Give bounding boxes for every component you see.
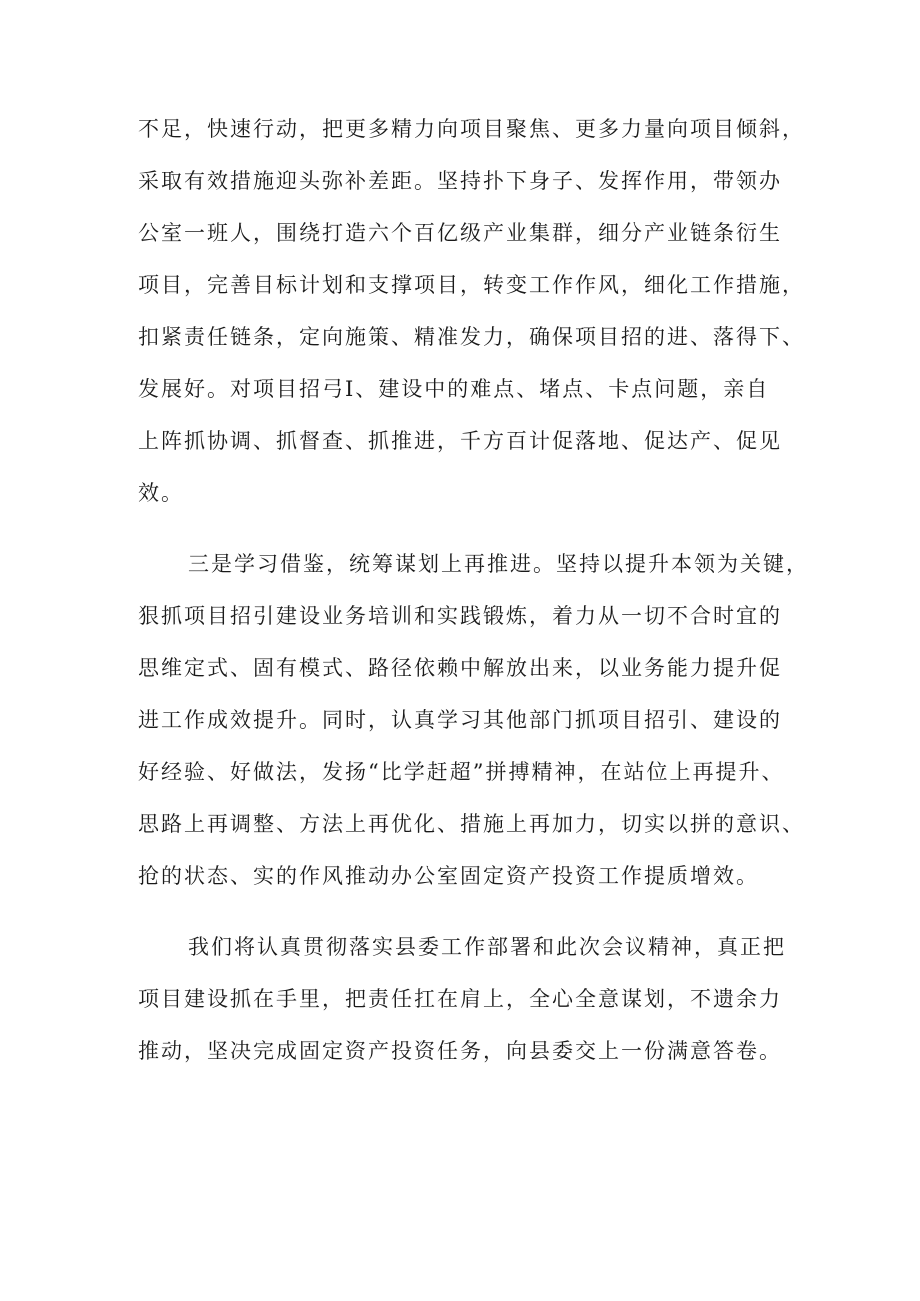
text-line: 项目，完善目标计划和支撑项目，转变工作作风，细化工作措施， [138, 273, 805, 297]
text-line: 思路上再调整、方法上再优化、措施上再加力，切实以拼的意识、 [138, 812, 805, 836]
text-line: 不足，快速行动，把更多精力向项目聚焦、更多力量向项目倾斜， [138, 117, 805, 141]
text-line: 采取有效措施迎头弥补差距。坚持扑下身子、发挥作用，带领办 [138, 169, 782, 193]
text-line: 项目建设抓在手里，把责任扛在肩上，全心全意谋划，不遗余力 [138, 987, 782, 1011]
text-line: 三是学习借鉴，统筹谋划上再推进。坚持以提升本领为关键， [188, 552, 809, 576]
text-line: 扣紧责任链条，定向施策、精准发力，确保项目招的进、落得下、 [138, 325, 805, 349]
paragraph-1 [138, 103, 838, 519]
text-line: 发展好。对项目招弓Ⅰ、建设中的难点、堵点、卡点问题，亲自 [138, 377, 770, 401]
text-line: 上阵抓协调、抓督查、抓推进，千方百计促落地、促达产、促见 [138, 429, 782, 453]
text-line: 效。 [138, 481, 184, 505]
text-line: 狠抓项目招引建设业务培训和实践锻炼，着力从一切不合时宜的 [138, 604, 782, 628]
text-line: 好经验、好做法，发扬“比学赶超”拼搏精神，在站位上再提升、 [138, 760, 785, 784]
text-line: 推动，坚决完成固定资产投资任务，向县委交上一份满意答卷。 [138, 1039, 782, 1063]
text-line: 抢的状态、实的作风推动办公室固定资产投资工作提质增效。 [138, 864, 759, 888]
paragraph-3 [138, 921, 838, 1077]
text-line: 进工作成效提升。同时，认真学习其他部门抓项目招引、建设的 [138, 708, 782, 732]
text-line: 公室一班人，围绕打造六个百亿级产业集群，细分产业链条衍生 [138, 221, 782, 245]
paragraph-2 [138, 538, 838, 902]
text-line: 思维定式、固有模式、路径依赖中解放出来，以业务能力提升促 [138, 656, 782, 680]
text-line: 我们将认真贯彻落实县委工作部署和此次会议精神，真正把 [188, 935, 786, 959]
